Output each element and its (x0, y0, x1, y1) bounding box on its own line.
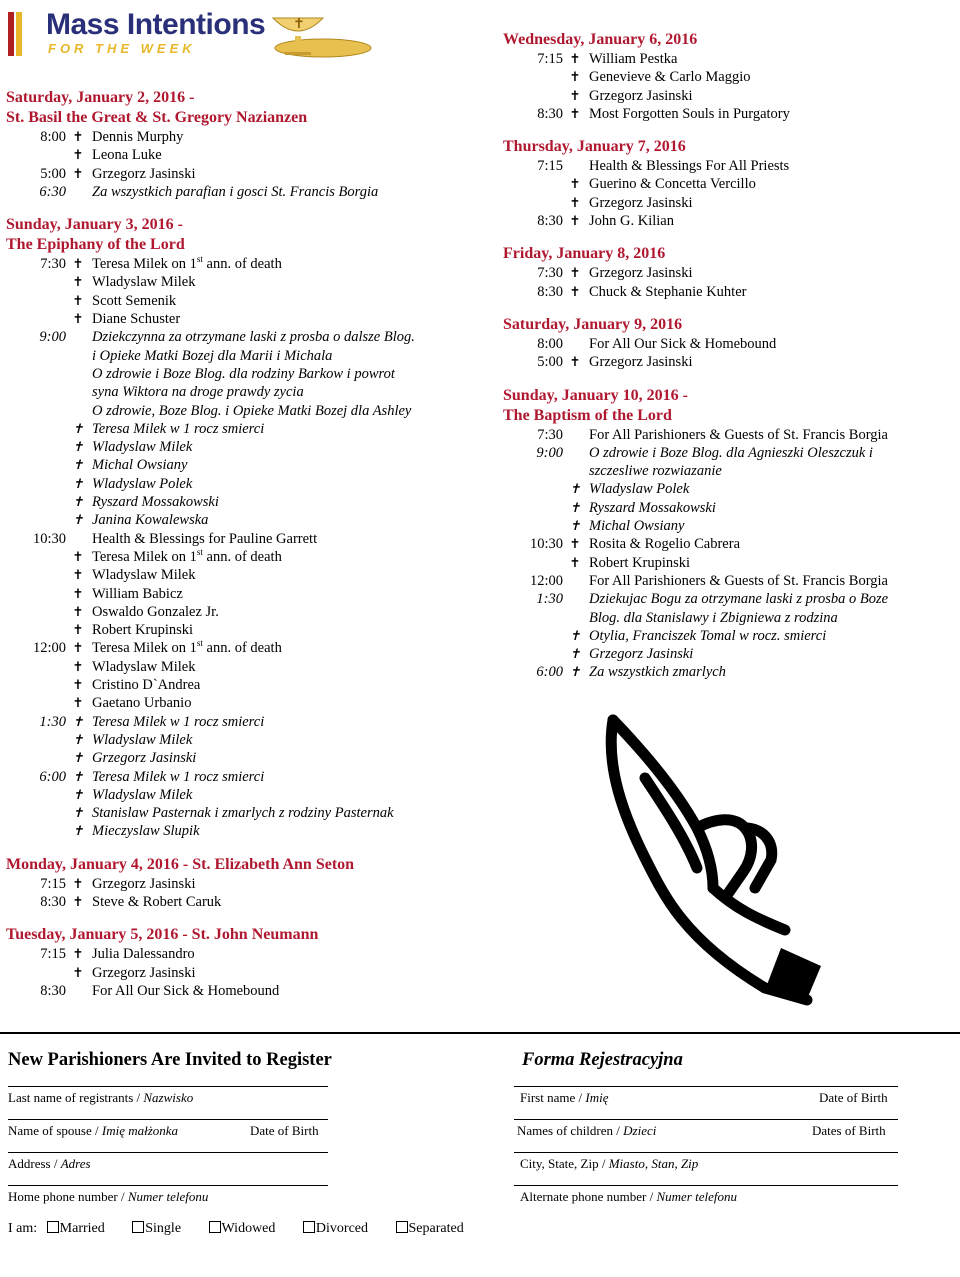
mass-entry (503, 609, 960, 627)
mass-entry (6, 621, 466, 639)
cross-icon: ✝ (569, 646, 581, 662)
mass-entry (503, 353, 960, 371)
intention-text: syna Wiktora na droge prawdy zycia (92, 384, 304, 401)
cross-icon: ✝ (569, 87, 581, 103)
married-option[interactable]: Married (47, 1221, 105, 1236)
cross-icon: ✝ (569, 69, 581, 85)
day-heading: Tuesday, January 5, 2016 - St. John Neumann (6, 926, 319, 944)
mass-time: 8:30 (537, 213, 563, 230)
intention-text: O zdrowie, Boze Blog. i Opieke Matki Bozej dla Ashley (92, 402, 412, 419)
intention-text: Blog. dla Stanislawy i Zbigniewa z rodzina (589, 609, 838, 626)
mass-entry (6, 183, 466, 201)
intention-text: Teresa Milek on 1st ann. of death (92, 638, 282, 657)
cross-icon: ✝ (72, 311, 84, 327)
mass-entry (6, 328, 466, 346)
mass-entry (6, 255, 466, 273)
mass-entry (6, 713, 466, 731)
intention-text: Wladyslaw Milek (92, 439, 193, 456)
intention-text: Dennis Murphy (92, 129, 184, 145)
intention-text: Ryszard Mossakowski (92, 494, 219, 511)
mass-entry (6, 383, 466, 401)
cross-icon: ✝ (72, 750, 84, 766)
intention-text: Grzegorz Jasinski (589, 194, 693, 211)
intention-text: Grzegorz Jasinski (589, 354, 693, 371)
left-column (6, 88, 466, 1000)
mass-entry (503, 87, 960, 105)
day-heading: Saturday, January 9, 2016 (503, 315, 683, 333)
single-checkbox[interactable] (132, 1221, 144, 1233)
intention-text: Teresa Milek on 1st ann. of death (92, 547, 282, 565)
intention-text: Ryszard Mossakowski (589, 499, 716, 516)
mass-entry (6, 420, 466, 438)
mass-entry (503, 444, 960, 462)
mass-entry (503, 194, 960, 212)
intention-text: Most Forgotten Souls in Purgatory (589, 105, 790, 122)
mass-entry (6, 731, 466, 749)
intention-text: Janina Kowalewska (92, 512, 209, 529)
mass-entry (6, 511, 466, 529)
marital-status (8, 1221, 464, 1237)
divorced-checkbox[interactable] (303, 1221, 315, 1233)
cross-icon: ✝ (569, 627, 581, 643)
intention-text: Genevieve & Carlo Maggio (589, 69, 751, 86)
mass-time: 8:30 (537, 283, 563, 300)
mass-time: 1:30 (39, 713, 66, 730)
intention-text: Michal Owsiany (589, 518, 685, 535)
mass-time: 7:15 (537, 51, 563, 67)
mass-entry (503, 157, 960, 175)
intention-text: Health & Blessings For All Priests (589, 158, 790, 175)
cross-icon: ✝ (569, 536, 581, 552)
mass-entry (6, 566, 466, 584)
mass-entry (503, 499, 960, 517)
intention-text: Wladyslaw Milek (92, 274, 196, 291)
spouse-dob-label: Date of Birth (250, 1123, 319, 1138)
cross-icon: ✝ (72, 695, 84, 711)
married-checkbox[interactable] (47, 1221, 59, 1233)
cross-icon: ✝ (72, 713, 84, 729)
intention-text: Teresa Milek w 1 rocz smierci (92, 768, 265, 785)
mass-entry (503, 50, 960, 68)
cross-icon: ✝ (569, 265, 581, 281)
mass-entry (503, 554, 960, 572)
intention-text: O zdrowie i Boze Blog. dla rodziny Barkow i powrot (92, 365, 395, 382)
section-divider (0, 1032, 960, 1034)
intention-text: Grzegorz Jasinski (589, 87, 693, 104)
cross-icon: ✝ (72, 731, 84, 747)
cross-icon: ✝ (72, 274, 84, 290)
cross-icon: ✝ (569, 354, 581, 370)
mass-entry (503, 175, 960, 193)
last-name-label: Last name of registrants / Nazwisko (8, 1090, 194, 1105)
cross-icon: ✝ (72, 622, 84, 638)
cross-icon: ✝ (72, 494, 84, 510)
day-heading: Monday, January 4, 2016 - St. Elizabeth Ann Seton (6, 855, 355, 873)
widowed-checkbox[interactable] (209, 1221, 221, 1233)
mass-entry (6, 945, 466, 963)
day-heading: Sunday, January 3, 2016 - (6, 216, 183, 234)
mass-entry (503, 426, 960, 444)
intention-text: Wladyslaw Milek (92, 567, 196, 584)
mass-time: 6:00 (536, 664, 563, 681)
spouse-label: Name of spouse / Imię małżonka (8, 1123, 179, 1138)
mass-entry (503, 283, 960, 301)
mass-entry (6, 128, 466, 146)
children-label: Names of children / Dzieci (517, 1123, 657, 1138)
right-column (503, 30, 960, 682)
day-heading: The Epiphany of the Lord (6, 236, 185, 254)
mass-time: 7:30 (40, 256, 66, 273)
cross-icon: ✝ (72, 439, 84, 455)
intention-text: Dziekczynna za otrzymane laski z prosba o dalsze Blog. (92, 329, 415, 346)
mass-entry (503, 212, 960, 230)
mass-time: 7:15 (537, 158, 563, 175)
intention-text: Za wszystkich zmarlych (589, 664, 726, 681)
mass-entry (6, 292, 466, 310)
children-dob-label: Dates of Birth (812, 1123, 886, 1138)
cross-icon: ✝ (72, 677, 84, 693)
cross-icon: ✝ (72, 147, 84, 163)
registration-form-title: Forma Rejestracyjna (522, 1050, 683, 1070)
cross-icon: ✝ (72, 964, 84, 980)
children-line[interactable] (514, 1119, 898, 1120)
svg-text:✝: ✝ (293, 16, 305, 32)
mass-entry (503, 68, 960, 86)
day-gap (503, 230, 960, 244)
cross-icon: ✝ (569, 518, 581, 534)
mass-entry (6, 365, 466, 383)
intention-text: Grzegorz Jasinski (92, 750, 197, 767)
intention-text: Dziekujac Bogu za otrzymane laski z prosba o Boze (589, 591, 889, 608)
mass-entry (6, 548, 466, 566)
city-label: City, State, Zip / Miasto, Stan, Zip (520, 1156, 699, 1171)
logo-title: Mass Intentions (46, 8, 266, 41)
mass-time: 7:15 (40, 875, 66, 892)
mass-time: 10:30 (32, 530, 66, 547)
cross-icon: ✝ (72, 475, 84, 491)
intention-text: Health & Blessings for Pauline Garrett (92, 530, 318, 547)
mass-entry (503, 105, 960, 123)
day-heading: Saturday, January 2, 2016 - (6, 89, 195, 106)
single-option[interactable]: Single (132, 1221, 181, 1236)
mass-entry (6, 822, 466, 840)
mass-entry (6, 694, 466, 712)
cross-icon: ✝ (569, 194, 581, 210)
day-gap (6, 911, 466, 925)
cross-icon: ✝ (569, 176, 581, 192)
cross-icon: ✝ (569, 213, 581, 229)
mass-entry (6, 310, 466, 328)
mass-entry (503, 335, 960, 353)
intention-text: Cristino D`Andrea (92, 677, 201, 694)
mass-entry (6, 804, 466, 822)
intention-text: Grzegorz Jasinski (92, 875, 196, 892)
mass-entry (503, 663, 960, 681)
mass-time: 5:00 (40, 165, 66, 182)
day-heading: Wednesday, January 6, 2016 (503, 31, 698, 48)
mass-time: 6:00 (39, 768, 66, 785)
mass-entry (6, 456, 466, 474)
mass-entry (503, 535, 960, 553)
separated-option[interactable]: Separated (396, 1221, 464, 1236)
intention-text: For All Parishioners & Guests of St. Francis Borgia (589, 572, 888, 589)
logo-bar-gold (16, 12, 22, 56)
cross-icon: ✝ (72, 256, 84, 272)
intention-text: William Pestka (589, 51, 678, 67)
cross-icon: ✝ (72, 457, 84, 473)
mass-entry (6, 165, 466, 183)
cross-icon: ✝ (72, 420, 84, 436)
mass-entry (503, 590, 960, 608)
cross-icon: ✝ (569, 105, 581, 121)
intention-text: Rosita & Rogelio Cabrera (589, 536, 741, 553)
cross-icon: ✝ (72, 893, 84, 909)
cross-icon: ✝ (72, 768, 84, 784)
cross-icon: ✝ (72, 875, 84, 891)
logo-subtitle: FOR THE WEEK (48, 41, 196, 56)
intention-text: Robert Krupinski (589, 554, 691, 571)
mass-time: 5:00 (537, 354, 563, 371)
cross-icon: ✝ (72, 512, 84, 528)
mass-entry (6, 749, 466, 767)
praying-hands-icon (585, 708, 825, 1008)
cross-icon: ✝ (72, 640, 84, 656)
address-label: Address / Adres (8, 1156, 91, 1171)
first-name-line[interactable] (514, 1086, 898, 1087)
intention-text: Wladyslaw Milek (92, 786, 193, 803)
day-gap (6, 201, 466, 215)
mass-time: 12:00 (529, 572, 563, 589)
mass-entry (503, 480, 960, 498)
intention-text: Julia Dalessandro (92, 946, 195, 963)
city-line[interactable] (514, 1152, 898, 1153)
cross-icon: ✝ (72, 292, 84, 308)
intention-text: Grzegorz Jasinski (589, 265, 693, 282)
cross-icon: ✝ (569, 51, 581, 66)
cross-icon: ✝ (72, 946, 84, 962)
mass-time: 8:30 (537, 105, 563, 122)
cross-icon: ✝ (72, 658, 84, 674)
intention-text: Michal Owsiany (92, 457, 188, 474)
intention-text: Teresa Milek on 1st ann. of death (92, 254, 282, 273)
mass-entry (6, 676, 466, 694)
day-heading: The Baptism of the Lord (503, 406, 672, 424)
cross-icon: ✝ (569, 283, 581, 299)
cross-icon: ✝ (72, 786, 84, 802)
mass-time: 8:00 (40, 129, 66, 145)
intention-text: Chuck & Stephanie Kuhter (589, 283, 747, 300)
separated-checkbox[interactable] (396, 1221, 408, 1233)
logo-bar-red (8, 12, 14, 56)
intention-text: Stanislaw Pasternak i zmarlych z rodziny Pasternak (92, 805, 394, 822)
alt-phone-label: Alternate phone number / Numer telefonu (520, 1189, 737, 1204)
logo (8, 8, 368, 58)
mass-entry (503, 645, 960, 663)
intention-text: Wladyslaw Milek (92, 658, 196, 675)
alt-phone-line[interactable] (514, 1185, 898, 1186)
intention-text: Gaetano Urbanio (92, 695, 192, 712)
mass-time: 7:30 (537, 265, 563, 282)
cross-icon: ✝ (569, 554, 581, 570)
intention-text: Scott Semenik (92, 292, 177, 309)
intention-text: Guerino & Concetta Vercillo (589, 176, 756, 193)
day-gap (503, 372, 960, 386)
address-line[interactable] (8, 1152, 328, 1153)
intention-text: Teresa Milek w 1 rocz smierci (92, 713, 265, 730)
intention-text: Za wszystkich parafian i gosci St. Francis Borgia (92, 183, 379, 200)
last-name-line[interactable] (8, 1086, 328, 1087)
day-gap (503, 123, 960, 137)
intention-text: Mieczyslaw Slupik (92, 823, 200, 840)
intention-text: John G. Kilian (589, 213, 674, 230)
cross-icon: ✝ (72, 603, 84, 619)
mass-entry (6, 347, 466, 365)
phone-line[interactable] (8, 1185, 328, 1186)
mass-time: 7:15 (40, 946, 66, 963)
mass-entry (6, 639, 466, 657)
mass-entry (6, 585, 466, 603)
intention-text: Grzegorz Jasinski (92, 964, 196, 981)
mass-entry (6, 603, 466, 621)
mass-entry (6, 146, 466, 164)
mass-entry (6, 893, 466, 911)
mass-time: 9:00 (39, 329, 66, 346)
day-gap (503, 301, 960, 315)
intention-text: William Babicz (92, 585, 183, 602)
mass-entry (503, 264, 960, 282)
mass-entry (6, 402, 466, 420)
cross-icon: ✝ (569, 481, 581, 497)
intention-text: Wladyslaw Polek (92, 475, 193, 492)
i-am-label: I am: (8, 1221, 38, 1236)
cross-icon: ✝ (72, 585, 84, 601)
mass-time: 9:00 (536, 444, 563, 461)
mass-entry (6, 964, 466, 982)
mass-time: 6:30 (39, 183, 66, 200)
register-title: New Parishioners Are Invited to Register (8, 1050, 332, 1070)
intention-text: szczesliwe rozwiazanie (589, 463, 722, 480)
mass-time: 12:00 (32, 640, 66, 657)
mass-time: 8:00 (537, 335, 563, 352)
intention-text: Wladyslaw Polek (589, 481, 690, 498)
first-dob-label: Date of Birth (819, 1090, 888, 1105)
intention-text: O zdrowie i Boze Blog. dla Agnieszki Oleszczuk i (589, 444, 873, 461)
day-heading: Friday, January 8, 2016 (503, 245, 666, 263)
mass-entry (6, 786, 466, 804)
cross-icon: ✝ (72, 567, 84, 583)
mass-entry (503, 462, 960, 480)
cross-icon: ✝ (72, 805, 84, 821)
intention-text: i Opieke Matki Bozej dla Marii i Michala (92, 347, 333, 364)
intention-text: Leona Luke (92, 147, 162, 164)
intention-text: Otylia, Franciszek Tomal w rocz. smierci (589, 627, 827, 644)
phone-label: Home phone number / Numer telefonu (8, 1189, 209, 1204)
intention-text: Oswaldo Gonzalez Jr. (92, 603, 219, 620)
mass-time: 10:30 (529, 536, 563, 553)
mass-entry (6, 273, 466, 291)
intention-text: For All Our Sick & Homebound (92, 982, 280, 999)
mass-time: 8:30 (40, 893, 66, 910)
mass-entry (6, 493, 466, 511)
intention-text: Grzegorz Jasinski (589, 646, 694, 663)
mass-entry (6, 875, 466, 893)
cross-icon: ✝ (72, 129, 84, 144)
day-gap (6, 841, 466, 855)
widowed-option[interactable]: Widowed (209, 1221, 276, 1236)
mass-entry (503, 572, 960, 590)
intention-text: Grzegorz Jasinski (92, 165, 196, 182)
cross-icon: ✝ (72, 165, 84, 181)
intention-text: For All Parishioners & Guests of St. Francis Borgia (589, 426, 888, 443)
intention-text: Steve & Robert Caruk (92, 893, 222, 910)
spouse-line[interactable] (8, 1119, 328, 1120)
mass-entry (6, 438, 466, 456)
divorced-option[interactable]: Divorced (303, 1221, 368, 1236)
mass-entry (6, 658, 466, 676)
mass-entry (503, 517, 960, 535)
intention-text: Teresa Milek w 1 rocz smierci (92, 420, 265, 437)
day-heading: St. Basil the Great & St. Gregory Nazianzen (6, 109, 308, 126)
intention-text: Wladyslaw Milek (92, 731, 193, 748)
intention-text: Robert Krupinski (92, 622, 194, 639)
mass-time: 7:30 (537, 426, 563, 443)
intention-text: For All Our Sick & Homebound (589, 335, 777, 352)
mass-entry (6, 768, 466, 786)
intention-text: Diane Schuster (92, 311, 181, 328)
mass-time: 8:30 (40, 982, 66, 999)
day-heading: Thursday, January 7, 2016 (503, 138, 686, 156)
chalice-icon (263, 8, 373, 58)
mass-entry (6, 475, 466, 493)
mass-entry (6, 982, 466, 1000)
mass-entry (6, 530, 466, 548)
first-name-label: First name / Imię (520, 1090, 609, 1105)
cross-icon: ✝ (72, 548, 84, 564)
mass-time: 1:30 (536, 591, 563, 608)
cross-icon: ✝ (569, 499, 581, 515)
day-heading: Sunday, January 10, 2016 - (503, 386, 688, 404)
mass-entry (503, 627, 960, 645)
cross-icon: ✝ (72, 823, 84, 839)
cross-icon: ✝ (569, 664, 581, 680)
